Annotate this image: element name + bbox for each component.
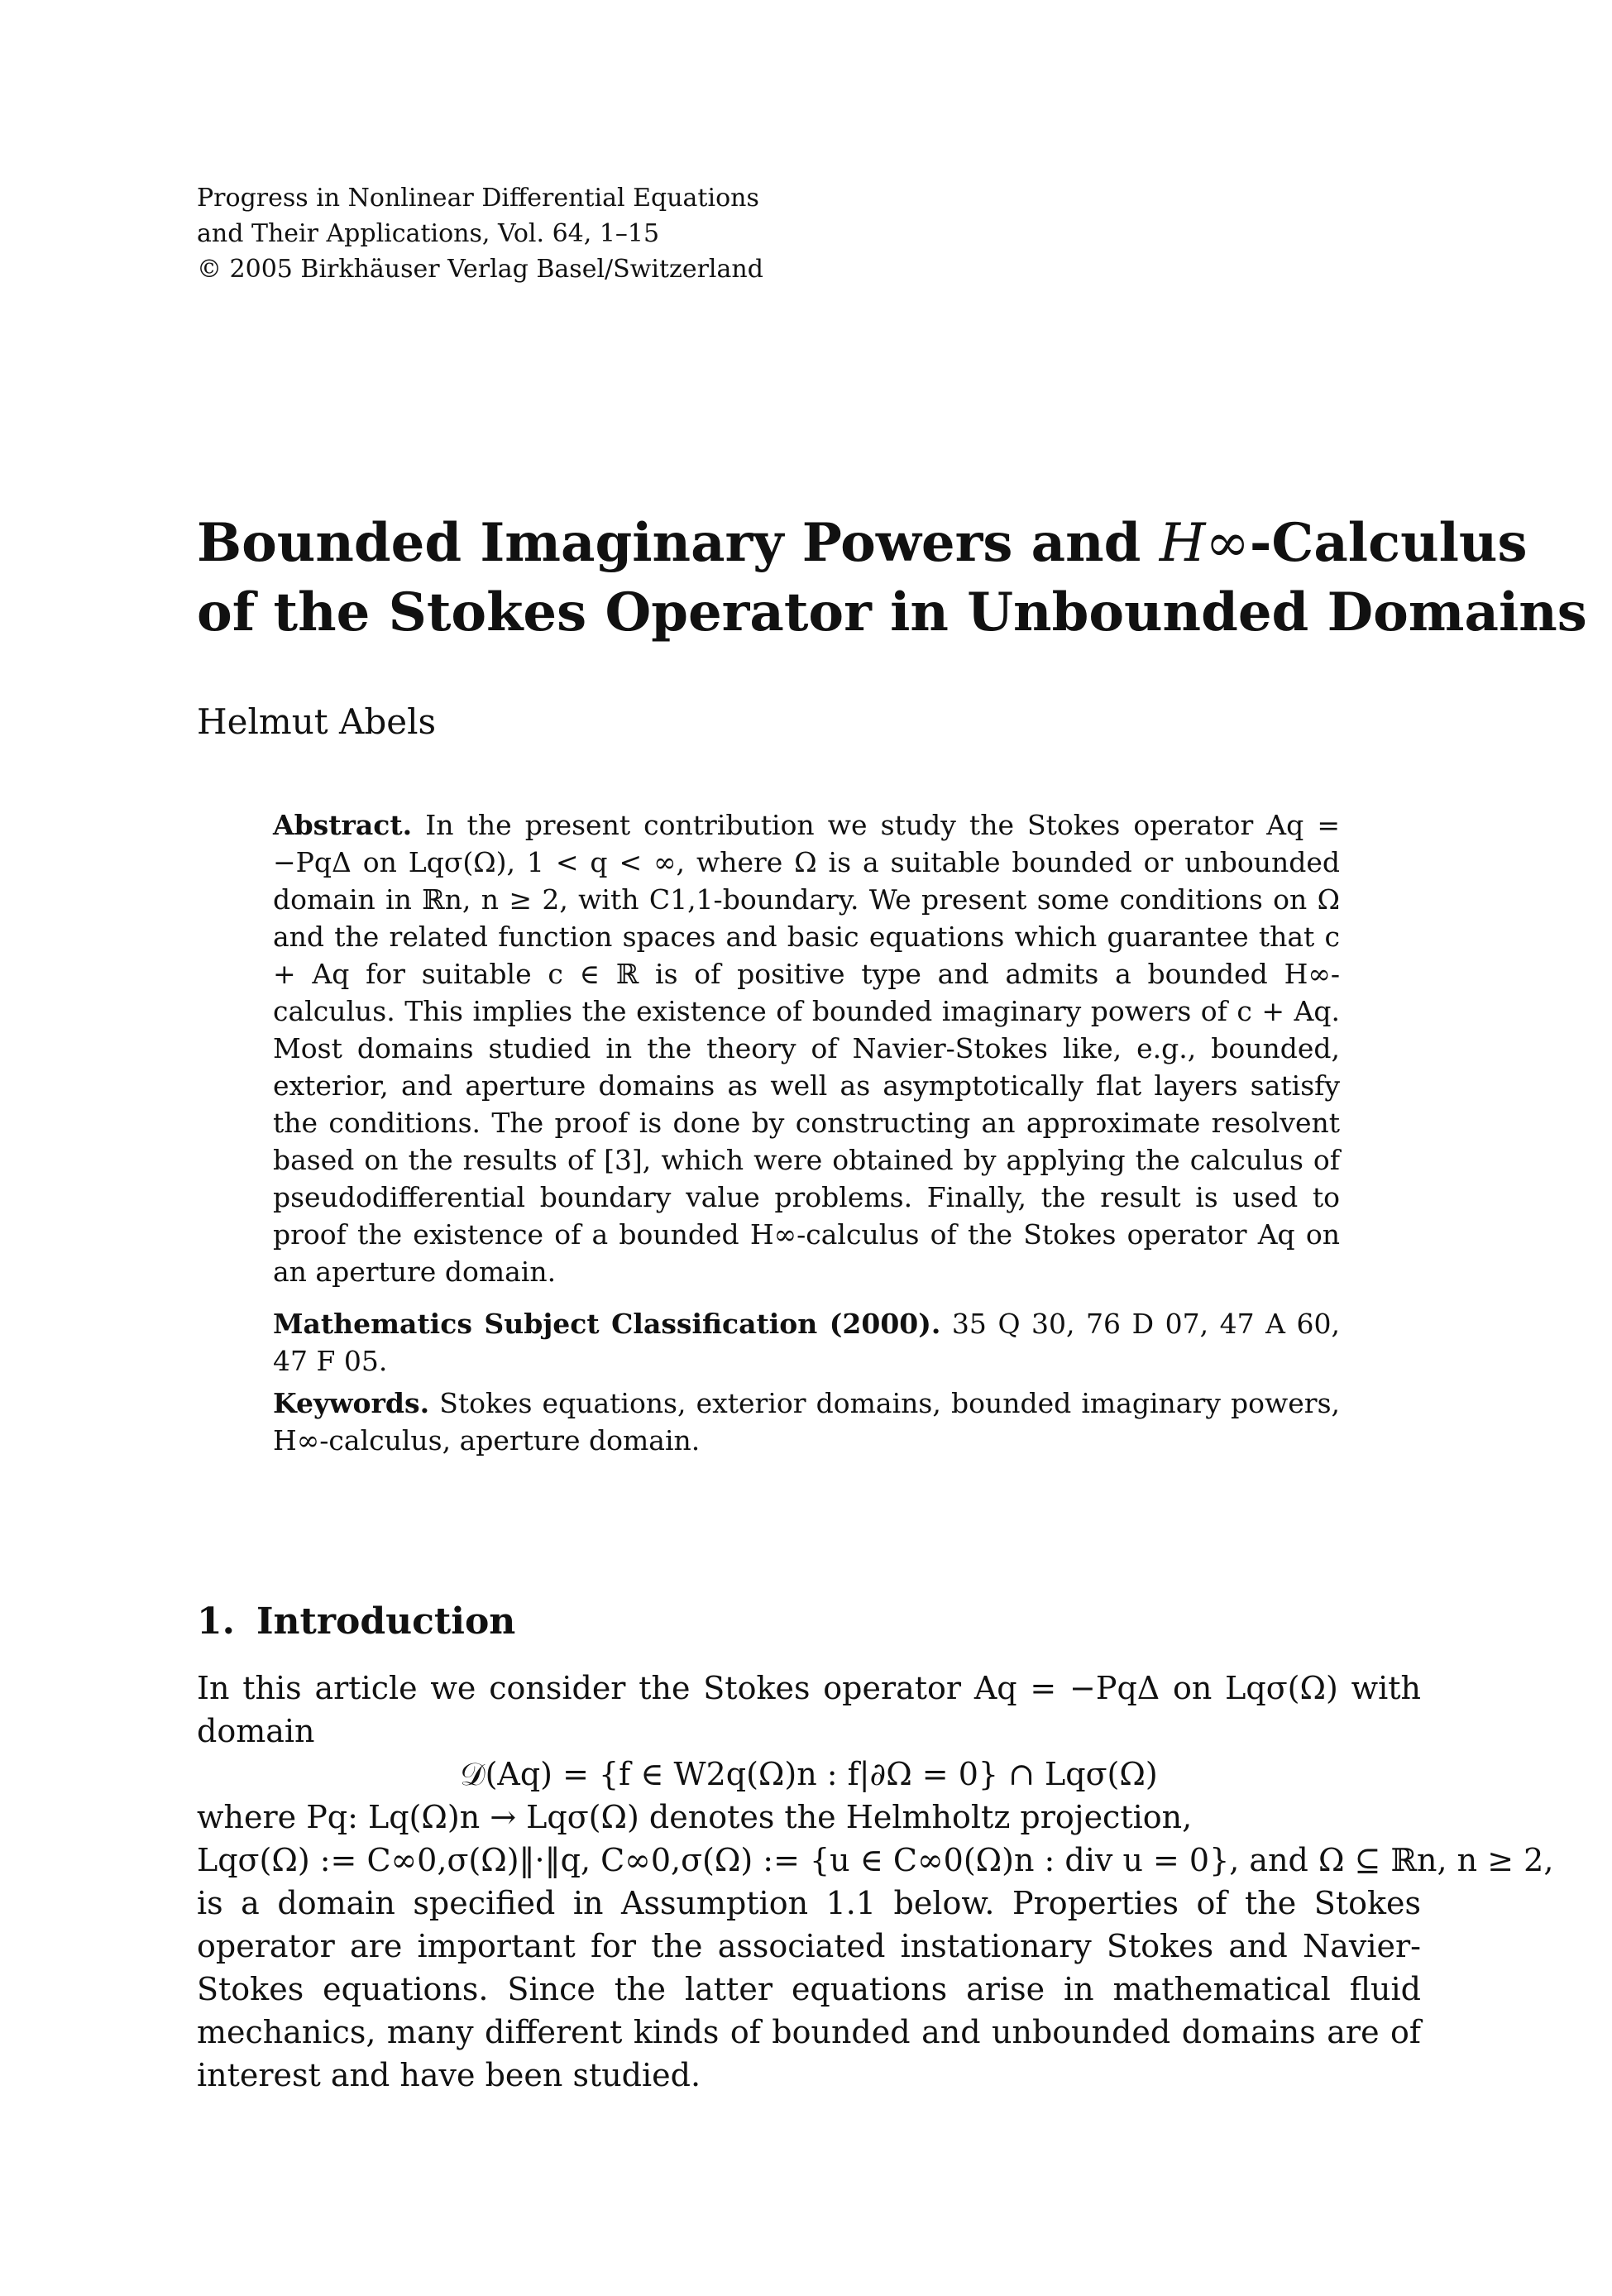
abstract-block bbox=[273, 806, 1340, 1459]
msc-text: 35 Q 30, 76 D 07, 47 A 60, 47 F 05. bbox=[273, 1308, 1340, 1377]
author-name: Helmut Abels bbox=[197, 701, 437, 742]
section-title: Introduction bbox=[256, 1600, 516, 1643]
section-heading bbox=[197, 1600, 537, 1643]
keywords-label: Keywords. bbox=[273, 1387, 430, 1419]
body-paragraph: is a domain specified in Assumption 1.1 below. Properties of the Stokes operator are important for the associated instationary Stokes and Navier-Stokes equations. Since the latter equations arise in mathematical fluid mechanics, many different kinds of bounded and unbounded domains are of interest and have been studied. bbox=[197, 1885, 1421, 2093]
title-line-1: Bounded Imaginary Powers and H∞-Calculus bbox=[197, 512, 1528, 574]
abstract-text: In the present contribution we study the Stokes operator Aq = −PqΔ on Lqσ(Ω), 1 < q < ∞, where Ω is a suitable bounded or unbounded domain in ℝn, n ≥ 2, with C1,1-boundary. We present some conditions on Ω and the related function spaces and basic equations which guarantee that c + Aq for suitable c ∈ ℝ is of positive type and admits a bounded H∞-calculus. This implies the existence of bounded imaginary powers of c + Aq. Most domains studied in the theory of Navier-Stokes like, e.g., bounded, exterior, and aperture domains as well as asymptotically flat layers satisfy the conditions. The proof is done by constructing an approximate resolvent based on the results of [3], which were obtained by applying the calculus of pseudodifferential boundary value problems. Finally, the result is used to proof the existence of a bounded H∞-calculus of the Stokes operator Aq on an aperture domain. bbox=[273, 809, 1340, 1288]
equation-spaces: Lqσ(Ω) := C∞0,σ(Ω)‖·‖q, C∞0,σ(Ω) := {u ∈ C∞0(Ω)n : div u = 0}, and Ω ⊆ ℝn, n ≥ 2, bbox=[197, 1842, 1554, 1878]
body-paragraph: In this article we consider the Stokes operator Aq = −PqΔ on Lqσ(Ω) with domain bbox=[197, 1670, 1421, 1749]
abstract-label: Abstract. bbox=[273, 809, 413, 841]
series-header bbox=[197, 180, 763, 287]
body-text bbox=[197, 1667, 1554, 2097]
title-math: H∞ bbox=[1159, 513, 1250, 574]
msc-label: Mathematics Subject Classification (2000). bbox=[273, 1308, 941, 1340]
keywords-text: Stokes equations, exterior domains, bounded imaginary powers, H∞-calculus, aperture domain. bbox=[273, 1387, 1340, 1457]
equation-domain: 𝒟(Aq) = {f ∈ W2q(Ω)n : f|∂Ω = 0} ∩ Lqσ(Ω) bbox=[460, 1756, 1158, 1792]
keywords-line bbox=[273, 1385, 1340, 1459]
series-line: and Their Applications, Vol. 64, 1–15 bbox=[197, 219, 660, 248]
section-number: 1. bbox=[197, 1600, 235, 1643]
paper-title bbox=[197, 509, 1587, 648]
body-paragraph: where Pq: Lq(Ω)n → Lqσ(Ω) denotes the Helmholtz projection, bbox=[197, 1799, 1193, 1835]
copyright-line: © 2005 Birkhäuser Verlag Basel/Switzerland bbox=[197, 255, 763, 284]
msc-line bbox=[273, 1305, 1340, 1380]
abstract-paragraph bbox=[273, 806, 1340, 1290]
title-line-2: of the Stokes Operator in Unbounded Domains bbox=[197, 581, 1587, 643]
series-line: Progress in Nonlinear Differential Equations bbox=[197, 184, 759, 213]
